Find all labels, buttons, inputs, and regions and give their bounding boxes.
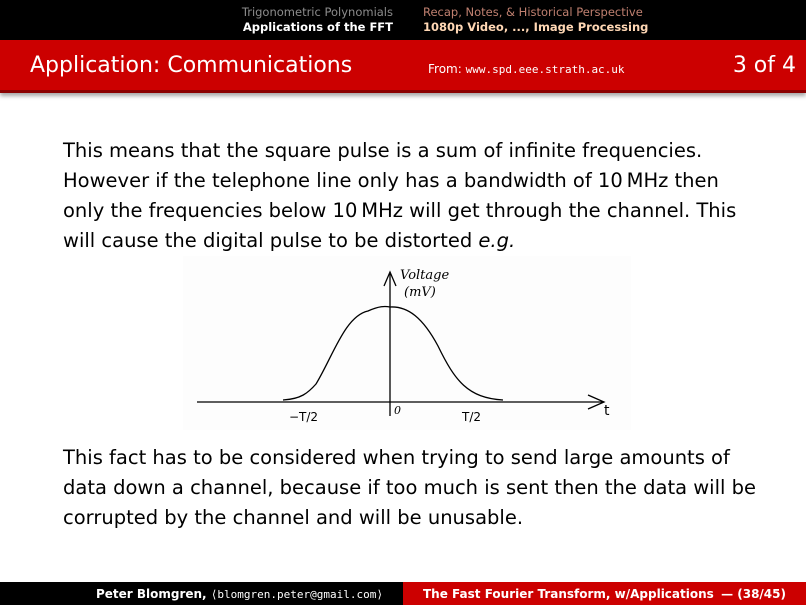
- tick-label-zero: 0: [394, 404, 401, 417]
- footer-bar: [0, 582, 806, 605]
- paragraph-conclusion: This fact has to be considered when trying to send large amounts of data down a channel, because if too much is sent then the data will be corrupted by the channel and will be unusable.: [63, 446, 757, 529]
- footer-author-name: Peter Blomgren,: [95, 587, 207, 601]
- page-indicator: 3 of 4: [732, 53, 796, 78]
- footer-slide-counter: — (38/45): [721, 587, 786, 601]
- nav-link-recap-notes[interactable]: Recap, Notes, & Historical Perspective: [423, 5, 643, 19]
- footer-author-email: ⟨blomgren.peter@gmail.com⟩: [210, 588, 383, 601]
- footer-author-group: [96, 587, 383, 601]
- paragraph-intro: [63, 136, 763, 256]
- paragraph-intro-text: This means that the square pulse is a sum of infinite frequencies. However if the telephone line only has a bandwidth of 10 MHz then only the frequencies below 10 MHz will get through the channel. This will cause the digital pulse to be distorted: [63, 139, 737, 252]
- footer-author-section: [0, 582, 403, 605]
- y-axis-label-unit: (mV): [404, 285, 436, 300]
- source-attribution: [428, 62, 625, 76]
- tick-label-neg-half-period: −T/2: [289, 410, 319, 424]
- header-right-section: [403, 0, 806, 40]
- y-axis-label-voltage: Voltage: [400, 268, 450, 283]
- nav-link-video-image-processing[interactable]: 1080p Video, ..., Image Processing: [423, 20, 649, 34]
- x-axis-label-t: t: [604, 403, 610, 419]
- paragraph-intro-emphasis: e.g.: [478, 229, 516, 252]
- frame-title-bar: [0, 40, 806, 93]
- nav-link-trigonometric-polynomials[interactable]: Trigonometric Polynomials: [241, 5, 393, 19]
- footer-talk-title: The Fast Fourier Transform, w/Applications: [423, 587, 714, 601]
- nav-link-applications-fft[interactable]: Applications of the FFT: [242, 20, 393, 34]
- header-nav: [0, 0, 806, 40]
- footer-title-section: [403, 582, 806, 605]
- frame-title: Application: Communications: [30, 53, 353, 78]
- tick-label-half-period: T/2: [462, 410, 482, 424]
- header-left-section: [0, 0, 403, 40]
- source-url: www.spd.eee.strath.ac.uk: [465, 63, 625, 76]
- source-prefix: From:: [428, 62, 462, 76]
- distorted-pulse-figure: [183, 256, 631, 430]
